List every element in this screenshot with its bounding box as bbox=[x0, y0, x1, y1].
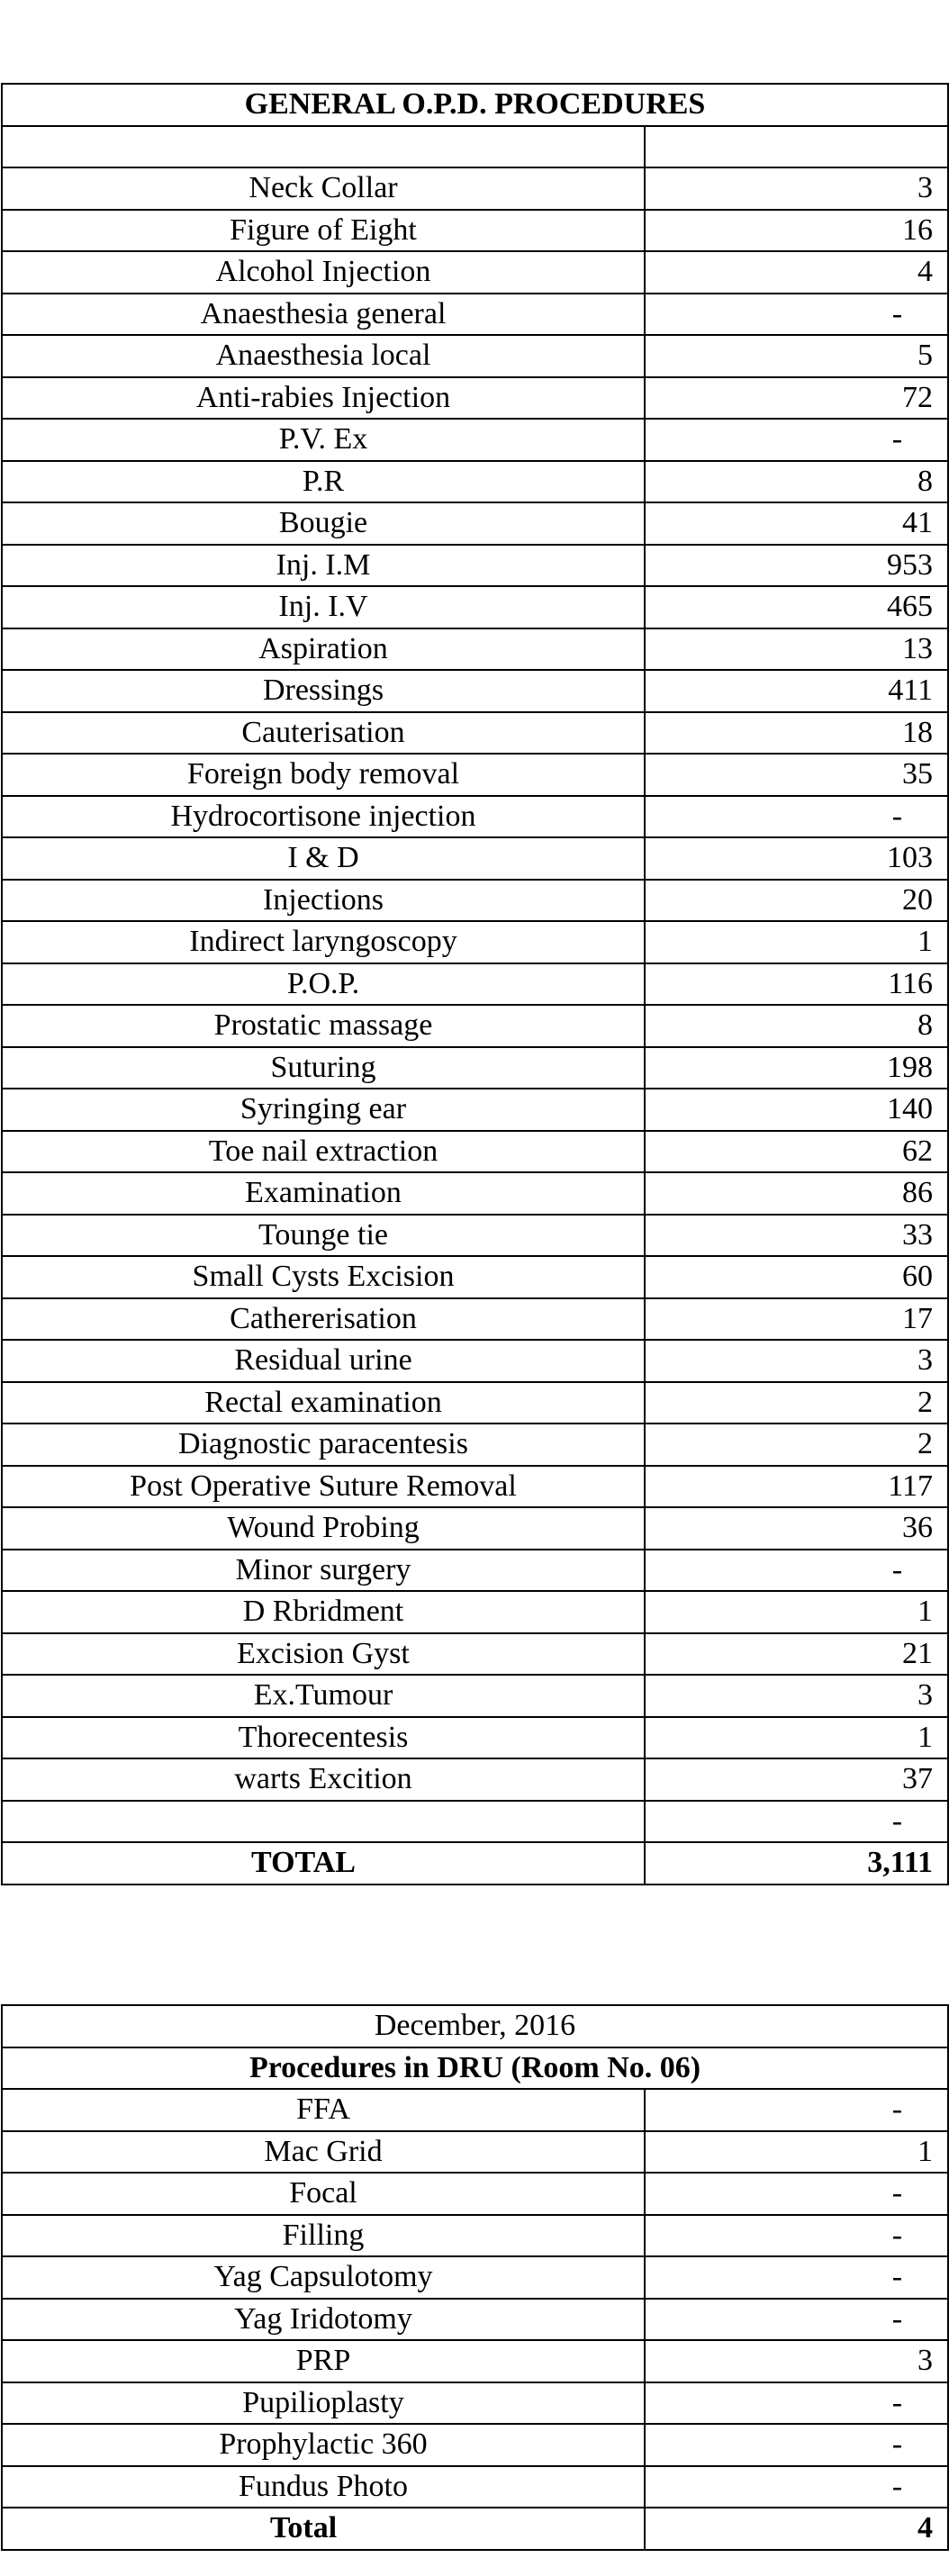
table-row bbox=[2, 2089, 948, 2131]
procedure-name: Tounge tie bbox=[2, 1215, 645, 1257]
procedure-name: FFA bbox=[2, 2089, 645, 2131]
procedure-name: Anaesthesia general bbox=[2, 294, 645, 336]
table-row bbox=[2, 586, 948, 628]
table-row bbox=[2, 2256, 948, 2299]
procedure-count: 3 bbox=[645, 1675, 948, 1717]
procedure-count: - bbox=[645, 1801, 948, 1843]
total-value: 3,111 bbox=[645, 1842, 948, 1885]
table-title-row bbox=[2, 2047, 948, 2090]
table-row bbox=[2, 419, 948, 461]
procedure-count: 17 bbox=[645, 1298, 948, 1341]
procedure-name: Excision Gyst bbox=[2, 1633, 645, 1676]
procedure-count: - bbox=[645, 2466, 948, 2508]
procedure-name: Aspiration bbox=[2, 628, 645, 671]
table-row bbox=[2, 2382, 948, 2425]
procedure-name: Wound Probing bbox=[2, 1507, 645, 1550]
table-row bbox=[2, 1089, 948, 1131]
procedure-count: 1 bbox=[645, 2131, 948, 2174]
procedure-count: 198 bbox=[645, 1047, 948, 1089]
procedure-name: Syringing ear bbox=[2, 1089, 645, 1131]
procedure-count: 1 bbox=[645, 1591, 948, 1633]
procedure-name: P.R bbox=[2, 461, 645, 503]
procedure-count: 116 bbox=[645, 963, 948, 1006]
table-row bbox=[2, 1717, 948, 1759]
procedure-count: - bbox=[645, 2215, 948, 2257]
table-row bbox=[2, 1633, 948, 1676]
procedure-name: Post Operative Suture Removal bbox=[2, 1466, 645, 1508]
procedure-name bbox=[2, 1801, 645, 1843]
procedure-count: 3 bbox=[645, 2340, 948, 2382]
procedure-name: Residual urine bbox=[2, 1340, 645, 1382]
procedure-name: D Rbridment bbox=[2, 1591, 645, 1633]
procedure-name: I & D bbox=[2, 837, 645, 880]
table-row bbox=[2, 1382, 948, 1424]
procedure-count: - bbox=[645, 2299, 948, 2341]
table-row bbox=[2, 628, 948, 671]
procedure-name: Pupilioplasty bbox=[2, 2382, 645, 2425]
table-row bbox=[2, 963, 948, 1006]
table-row bbox=[2, 1758, 948, 1801]
procedure-name: Anaesthesia local bbox=[2, 335, 645, 377]
procedure-name: P.V. Ex bbox=[2, 419, 645, 461]
table-title: Procedures in DRU (Room No. 06) bbox=[2, 2047, 948, 2090]
table-row bbox=[2, 502, 948, 545]
procedure-name: PRP bbox=[2, 2340, 645, 2382]
procedure-count: 13 bbox=[645, 628, 948, 671]
procedure-name: Examination bbox=[2, 1172, 645, 1215]
procedure-count: 60 bbox=[645, 1256, 948, 1298]
procedure-name: Suturing bbox=[2, 1047, 645, 1089]
procedure-name: Cauterisation bbox=[2, 712, 645, 755]
table-row bbox=[2, 2466, 948, 2508]
table-row bbox=[2, 921, 948, 963]
procedure-count: - bbox=[645, 2424, 948, 2466]
procedure-name: Small Cysts Excision bbox=[2, 1256, 645, 1298]
table-row bbox=[2, 2173, 948, 2215]
procedure-count: 8 bbox=[645, 461, 948, 503]
procedure-count: 411 bbox=[645, 670, 948, 712]
procedure-name: Focal bbox=[2, 2173, 645, 2215]
procedure-name: Injections bbox=[2, 880, 645, 922]
table-row bbox=[2, 1131, 948, 1173]
procedure-count: - bbox=[645, 796, 948, 838]
table-row bbox=[2, 1340, 948, 1382]
table-row bbox=[2, 1256, 948, 1298]
procedure-name: Figure of Eight bbox=[2, 210, 645, 252]
table-row bbox=[2, 1591, 948, 1633]
procedure-count: 1 bbox=[645, 1717, 948, 1759]
procedure-count: 5 bbox=[645, 335, 948, 377]
procedure-count: 62 bbox=[645, 1131, 948, 1173]
table-month: December, 2016 bbox=[2, 2005, 948, 2047]
procedure-name: Alcohol Injection bbox=[2, 251, 645, 294]
procedure-count: 37 bbox=[645, 1758, 948, 1801]
table-row bbox=[2, 754, 948, 796]
procedure-count: 465 bbox=[645, 586, 948, 628]
table-row bbox=[2, 1675, 948, 1717]
procedure-count: - bbox=[645, 2089, 948, 2131]
procedure-name: Cathererisation bbox=[2, 1298, 645, 1341]
procedure-count: 4 bbox=[645, 251, 948, 294]
table-row bbox=[2, 294, 948, 336]
procedure-name: Prostatic massage bbox=[2, 1005, 645, 1047]
procedure-count: 36 bbox=[645, 1507, 948, 1550]
procedure-name: Rectal examination bbox=[2, 1382, 645, 1424]
table-row bbox=[2, 880, 948, 922]
table-title: GENERAL O.P.D. PROCEDURES bbox=[2, 84, 948, 126]
procedure-count: - bbox=[645, 2173, 948, 2215]
procedure-count: 21 bbox=[645, 1633, 948, 1676]
procedure-count: 35 bbox=[645, 754, 948, 796]
procedure-count: - bbox=[645, 294, 948, 336]
procedure-name: Minor surgery bbox=[2, 1550, 645, 1592]
procedure-count: 117 bbox=[645, 1466, 948, 1508]
procedure-count: 1 bbox=[645, 921, 948, 963]
total-label: Total bbox=[2, 2508, 645, 2550]
table-row bbox=[2, 796, 948, 838]
procedure-count: 18 bbox=[645, 712, 948, 755]
procedure-count: 103 bbox=[645, 837, 948, 880]
procedure-count: 72 bbox=[645, 377, 948, 420]
procedure-name: Foreign body removal bbox=[2, 754, 645, 796]
procedure-name: P.O.P. bbox=[2, 963, 645, 1006]
procedure-name: Yag Capsulotomy bbox=[2, 2256, 645, 2299]
procedure-name: Diagnostic paracentesis bbox=[2, 1424, 645, 1466]
procedure-count: - bbox=[645, 1550, 948, 1592]
table-row bbox=[2, 1005, 948, 1047]
table-row bbox=[2, 2424, 948, 2466]
total-row bbox=[2, 1842, 948, 1885]
procedure-name: Hydrocortisone injection bbox=[2, 796, 645, 838]
procedure-name: Ex.Tumour bbox=[2, 1675, 645, 1717]
dru-procedures-table bbox=[1, 2004, 949, 2551]
table-row bbox=[2, 167, 948, 210]
procedure-count: - bbox=[645, 2382, 948, 2425]
procedure-name: warts Excition bbox=[2, 1758, 645, 1801]
procedure-count: 16 bbox=[645, 210, 948, 252]
procedure-count: 953 bbox=[645, 545, 948, 587]
procedure-count: 3 bbox=[645, 167, 948, 210]
table-row bbox=[2, 1466, 948, 1508]
procedure-name: Dressings bbox=[2, 670, 645, 712]
procedure-count: 2 bbox=[645, 1424, 948, 1466]
table-row bbox=[2, 377, 948, 420]
procedure-count: 2 bbox=[645, 1382, 948, 1424]
table-row bbox=[2, 1550, 948, 1592]
procedure-name: Inj. I.M bbox=[2, 545, 645, 587]
table-row bbox=[2, 1215, 948, 1257]
table-row bbox=[2, 335, 948, 377]
table-row bbox=[2, 1801, 948, 1843]
table-row bbox=[2, 1047, 948, 1089]
table-row bbox=[2, 210, 948, 252]
total-value: 4 bbox=[645, 2508, 948, 2550]
table-row bbox=[2, 1298, 948, 1341]
empty-cell bbox=[645, 126, 948, 168]
table-row bbox=[2, 461, 948, 503]
general-opd-procedures-table bbox=[1, 83, 949, 1885]
procedure-name: Yag Iridotomy bbox=[2, 2299, 645, 2341]
total-row bbox=[2, 2508, 948, 2550]
table-row bbox=[2, 712, 948, 755]
empty-row bbox=[2, 126, 948, 168]
procedure-name: Bougie bbox=[2, 502, 645, 545]
procedure-count: 3 bbox=[645, 1340, 948, 1382]
empty-cell bbox=[2, 126, 645, 168]
procedure-count: 140 bbox=[645, 1089, 948, 1131]
procedure-name: Fundus Photo bbox=[2, 2466, 645, 2508]
procedure-name: Anti-rabies Injection bbox=[2, 377, 645, 420]
procedure-name: Neck Collar bbox=[2, 167, 645, 210]
procedure-count: - bbox=[645, 419, 948, 461]
procedure-name: Mac Grid bbox=[2, 2131, 645, 2174]
table-row bbox=[2, 1172, 948, 1215]
procedure-count: - bbox=[645, 2256, 948, 2299]
procedure-name: Inj. I.V bbox=[2, 586, 645, 628]
procedure-name: Filling bbox=[2, 2215, 645, 2257]
procedure-count: 20 bbox=[645, 880, 948, 922]
procedure-name: Prophylactic 360 bbox=[2, 2424, 645, 2466]
table-row bbox=[2, 2215, 948, 2257]
procedure-name: Thorecentesis bbox=[2, 1717, 645, 1759]
table-month-row bbox=[2, 2005, 948, 2047]
table-row bbox=[2, 1507, 948, 1550]
table-row bbox=[2, 1424, 948, 1466]
table-row bbox=[2, 2131, 948, 2174]
table-row bbox=[2, 2340, 948, 2382]
table-row bbox=[2, 251, 948, 294]
procedure-count: 8 bbox=[645, 1005, 948, 1047]
procedure-count: 86 bbox=[645, 1172, 948, 1215]
table-row bbox=[2, 545, 948, 587]
procedure-name: Indirect laryngoscopy bbox=[2, 921, 645, 963]
table-row bbox=[2, 670, 948, 712]
total-label: TOTAL bbox=[2, 1842, 645, 1885]
procedure-count: 41 bbox=[645, 502, 948, 545]
table-row bbox=[2, 837, 948, 880]
procedure-name: Toe nail extraction bbox=[2, 1131, 645, 1173]
table-title-row bbox=[2, 84, 948, 126]
procedure-count: 33 bbox=[645, 1215, 948, 1257]
table-row bbox=[2, 2299, 948, 2341]
